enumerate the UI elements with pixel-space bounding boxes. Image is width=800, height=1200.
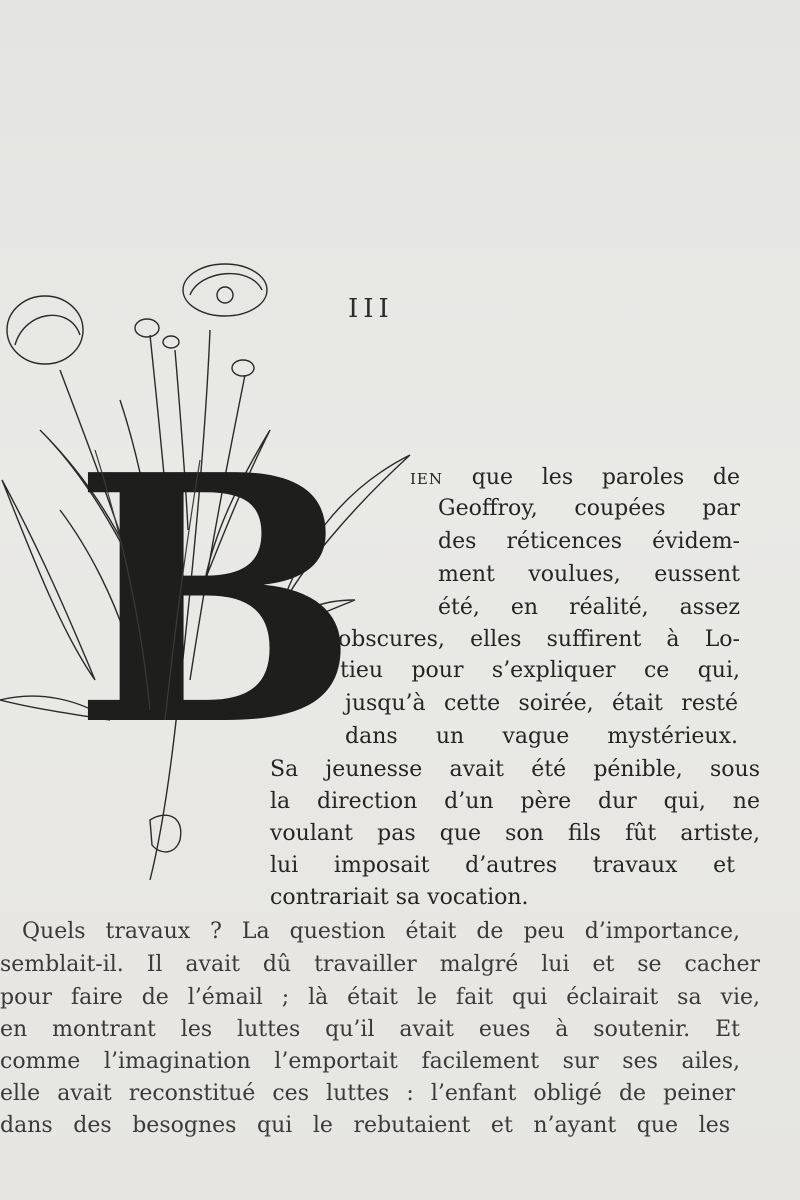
text-line: en montrant les luttes qu’il avait eues à soutenir. Et	[0, 1017, 740, 1042]
text-line: ment voulues, eussent	[438, 562, 740, 587]
text-line: Geoffroy, coupées par	[438, 496, 740, 521]
text-line: dans un vague mystérieux.	[345, 724, 738, 749]
text-line: pour faire de l’émail ; là était le fait qui éclairait sa vie,	[0, 985, 760, 1010]
chapter-number: III	[348, 294, 394, 324]
text-line	[410, 463, 740, 494]
dropcap-continuation: IEN	[410, 470, 443, 488]
line-text: que les paroles de	[443, 465, 740, 490]
text-line: tieu pour s’expliquer ce qui,	[340, 658, 740, 683]
text-line: la direction d’un père dur qui, ne	[270, 789, 760, 814]
text-line: contrariait sa vocation.	[270, 885, 529, 910]
text-line: des réticences évidem-	[438, 529, 740, 554]
text-line: elle avait reconstitué ces luttes : l’enfant obligé de peiner	[0, 1081, 735, 1106]
text-line: obscures, elles suffirent à Lo-	[338, 627, 740, 652]
text-line: semblait-il. Il avait dû travailler malgré lui et se cacher	[0, 952, 760, 977]
text-line: Sa jeunesse avait été pénible, sous	[270, 757, 760, 782]
text-line: voulant pas que son fils fût artiste,	[270, 821, 760, 846]
text-line: comme l’imagination l’emportait facilement sur ses ailes,	[0, 1049, 740, 1074]
svg-text:B: B	[72, 402, 360, 801]
text-line: Quels travaux ? La question était de peu d’importance,	[22, 919, 740, 944]
text-line: dans des besognes qui le rebutaient et n’ayant que les	[0, 1113, 730, 1138]
text-line: jusqu’à cette soirée, était resté	[345, 691, 738, 716]
text-line: été, en réalité, assez	[438, 595, 740, 620]
text-line: lui imposait d’autres travaux et	[270, 853, 735, 878]
